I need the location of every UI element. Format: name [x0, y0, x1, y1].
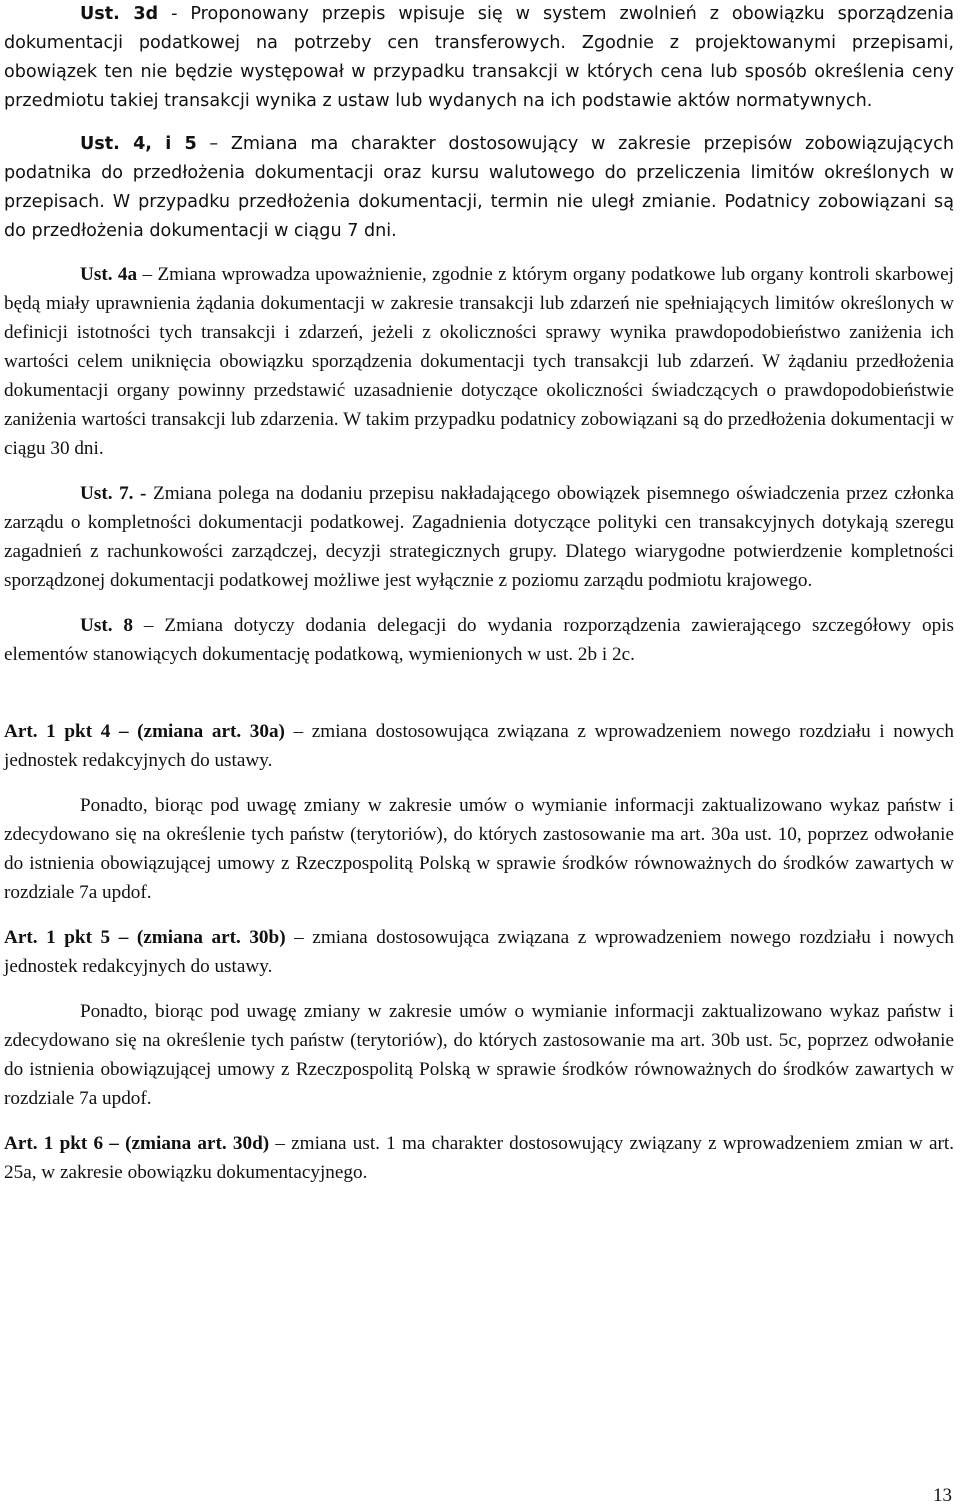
- paragraph-text: – zmiana ust. 1 ma charakter dostosowujący związany z wprowadzeniem zmian w art. 25a, w zakresie obowiązku dokumentacyjnego.: [4, 1133, 955, 1183]
- paragraph-text: - Proponowany przepis wpisuje się w system zwolnień z obowiązku sporządzenia dokumentacji podatkowej na potrzeby cen transferowych. Zgodnie z projektowanymi przepisami, obowiązek ten nie będzie występował w przypadku transakcji w których cena lub sposób określenia ceny przedmiotu takiej transakcji wynika z ustaw lub wydanych na ich podstawie aktów normatywnych.: [4, 4, 954, 111]
- paragraph-art-1-pkt-6: [4, 1129, 954, 1187]
- paragraph-text: – Zmiana ma charakter dostosowujący w zakresie przepisów zobowiązujących podatnika do przedłożenia dokumentacji oraz kursu walutowego do przeliczenia limitów określonych w przepisach. W przypadku przedłożenia dokumentacji, termin nie uległ zmianie. Podatnicy zobowiązani są do przedłożenia dokumentacji w ciągu 7 dni.: [4, 134, 954, 241]
- paragraph-ponadto-30b: [4, 997, 954, 1113]
- paragraph-label: Art. 1 pkt 5 – (zmiana art. 30b): [4, 927, 286, 948]
- paragraph-ponadto-30a: [4, 791, 954, 907]
- paragraph-label: Ust. 4a: [80, 264, 138, 285]
- paragraph-art-1-pkt-5: [4, 923, 954, 981]
- paragraph-text: Zmiana polega na dodaniu przepisu nakładającego obowiązek pisemnego oświadczenia przez członka zarządu o kompletności dokumentacji podatkowej. Zagadnienia dotyczące polityki cen transakcyjnych dotykają szeregu zagadnień z rachunkowości zarządczej, decyzji strategicznych grupy. Dlatego wiarygodne potwierdzenie kompletności sporządzonej dokumentacji podatkowej możliwe jest wyłącznie z poziomu zarządu podmiotu krajowego.: [4, 483, 954, 591]
- paragraph-text: Ponadto, biorąc pod uwagę zmiany w zakresie umów o wymianie informacji zaktualizowano wykaz państw i zdecydowano się na określenie tych państw (terytoriów), do których zastosowanie ma art. 30a ust. 10, poprzez odwołanie do istnienia obowiązującej umowy z Rzeczpospolitą Polską w sprawie środków równoważnych do środków zawartych w rozdziale 7a updof.: [4, 795, 954, 903]
- document-page: [4, 0, 954, 1187]
- paragraph-ust-4-5: [4, 130, 954, 246]
- paragraph-art-1-pkt-4: [4, 717, 954, 775]
- paragraph-text: – zmiana dostosowująca związana z wprowadzeniem nowego rozdziału i nowych jednostek redakcyjnych do ustawy.: [4, 927, 954, 977]
- paragraph-label: Art. 1 pkt 6 – (zmiana art. 30d): [4, 1133, 270, 1154]
- paragraph-label: Ust. 8: [80, 615, 134, 636]
- paragraph-label: Art. 1 pkt 4 – (zmiana art. 30a): [4, 721, 285, 742]
- page-number: 13: [933, 1485, 952, 1506]
- paragraph-text: – Zmiana wprowadza upoważnienie, zgodnie z którym organy podatkowe lub organy kontroli skarbowej będą miały uprawnienia żądania dokumentacji w zakresie transakcji lub zdarzeń nie spełniających limitów określonych w definicji istotności tych transakcji i zdarzeń, jeżeli z okoliczności sprawy wynika prawdopodobieństwo zaniżenia ich wartości celem uniknięcia obowiązku sporządzenia dokumentacji tych transakcji lub zdarzeń. W żądaniu przedłożenia dokumentacji organy powinny przedstawić uzasadnienie dotyczące okoliczności świadczących o prawdopodobieństwie zaniżenia wartości transakcji lub zdarzenia. W takim przypadku podatnicy zobowiązani są do przedłożenia dokumentacji w ciągu 30 dni.: [4, 264, 954, 459]
- paragraph-text: Ponadto, biorąc pod uwagę zmiany w zakresie umów o wymianie informacji zaktualizowano wykaz państw i zdecydowano się na określenie tych państw (terytoriów), do których zastosowanie ma art. 30b ust. 5c, poprzez odwołanie do istnienia obowiązującej umowy z Rzeczpospolitą Polską w sprawie środków równoważnych do środków zawartych w rozdziale 7a updof.: [4, 1001, 954, 1109]
- paragraph-text: – zmiana dostosowująca związana z wprowadzeniem nowego rozdziału i nowych jednostek redakcyjnych do ustawy.: [4, 721, 954, 771]
- paragraph-label: Ust. 3d: [80, 4, 159, 24]
- paragraph-ust-7: [4, 479, 954, 595]
- paragraph-ust-4a: [4, 260, 954, 463]
- paragraph-label: Ust. 4, i 5: [80, 134, 197, 154]
- paragraph-ust-3d: [4, 0, 954, 116]
- paragraph-label: Ust. 7. -: [80, 483, 147, 504]
- paragraph-ust-8: [4, 611, 954, 669]
- paragraph-text: – Zmiana dotyczy dodania delegacji do wydania rozporządzenia zawierającego szczegółowy opis elementów stanowiących dokumentację podatkową, wymienionych w ust. 2b i 2c.: [4, 615, 955, 665]
